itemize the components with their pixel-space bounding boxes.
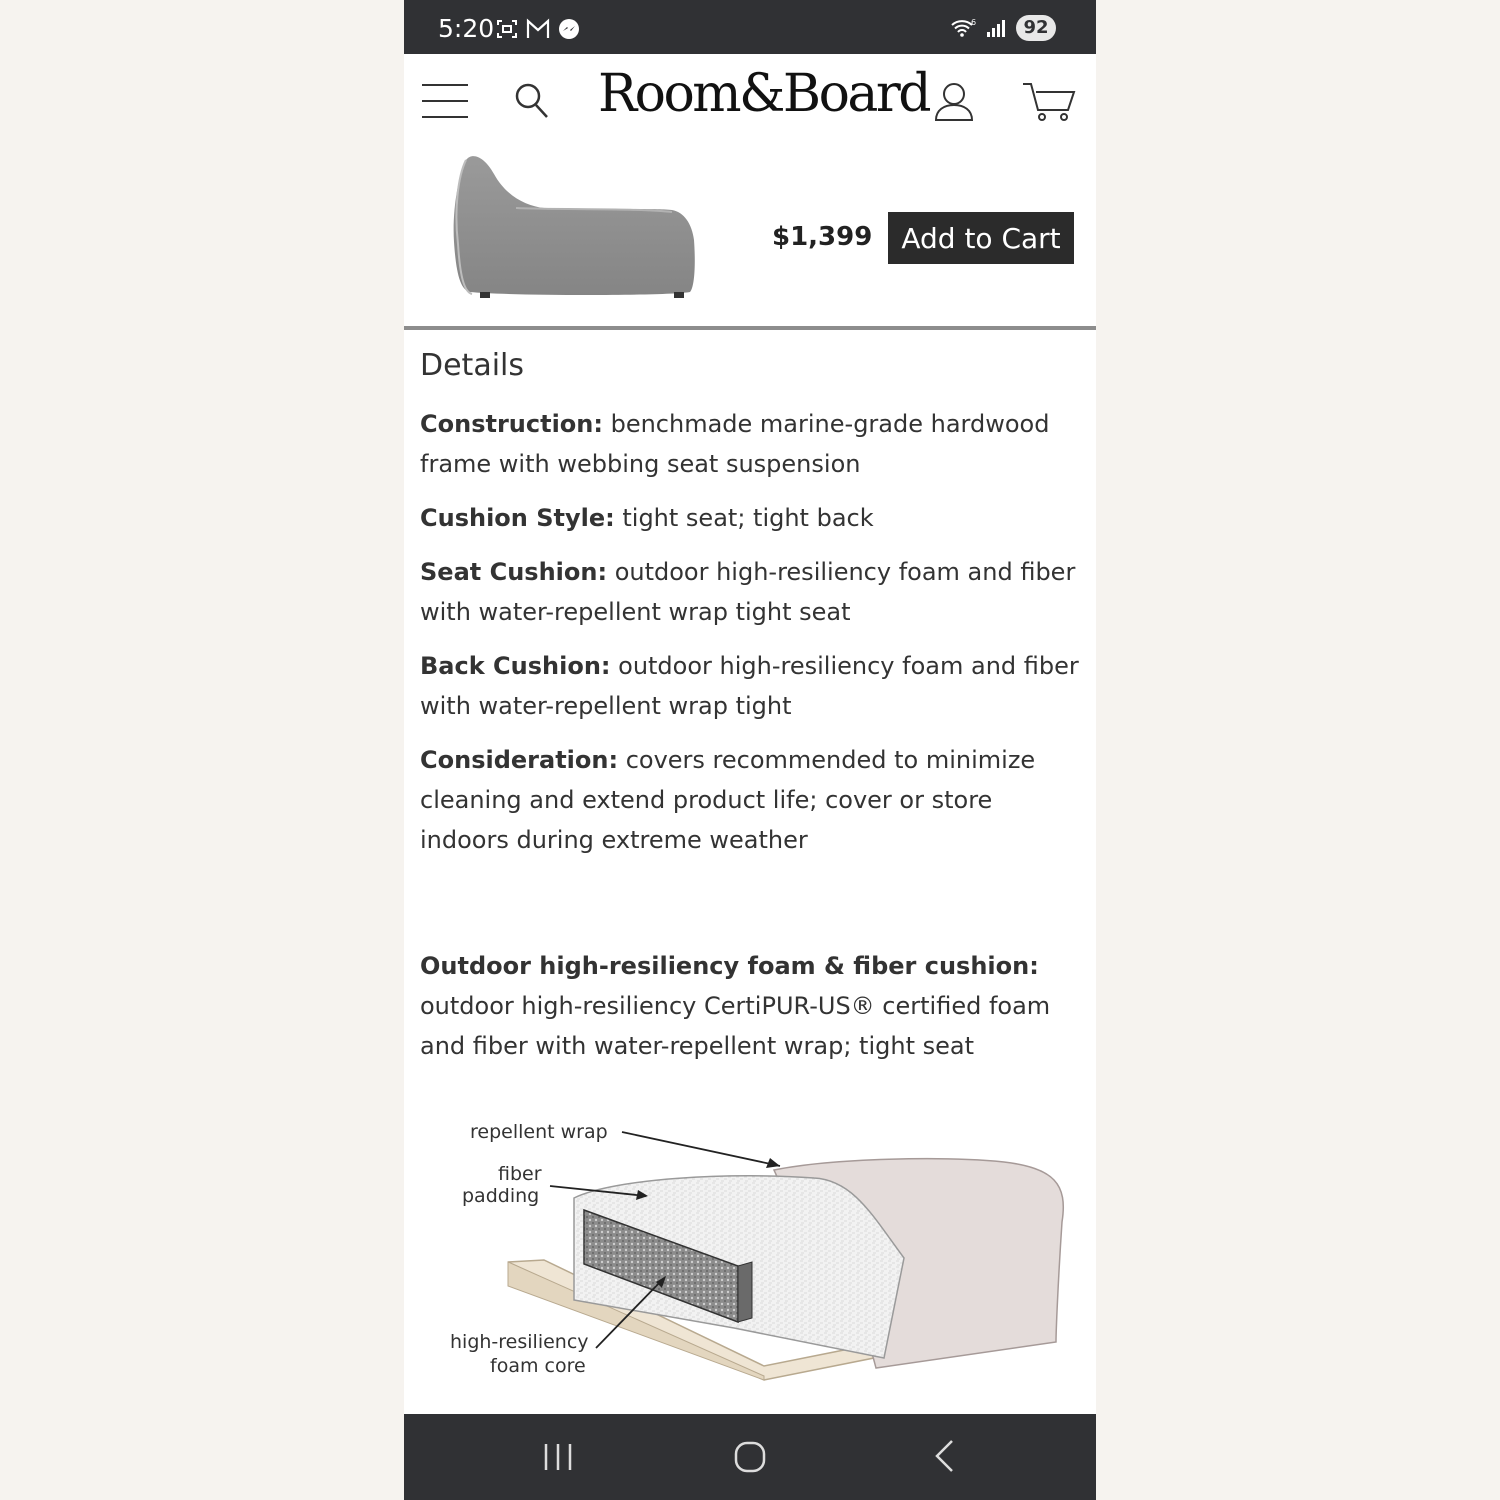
search-icon[interactable] — [514, 82, 550, 124]
label-high-resiliency: high-resiliency — [450, 1331, 589, 1353]
cushion-description — [420, 946, 1080, 1066]
gmail-icon — [526, 18, 550, 44]
label-repellent-wrap: repellent wrap — [470, 1121, 608, 1143]
product-price: $1,399 — [772, 222, 873, 252]
detail-label: Cushion Style: — [420, 504, 615, 532]
detail-back-cushion — [420, 646, 1080, 726]
label-foam-core: foam core — [490, 1355, 586, 1377]
home-icon[interactable] — [734, 1440, 768, 1478]
cushion-text: outdoor high-resiliency CertiPUR-US® certified foam and fiber with water-repellent wrap; tight seat — [420, 992, 1051, 1060]
phone-screen — [404, 0, 1096, 1500]
site-header — [404, 54, 1096, 150]
detail-label: Consideration: — [420, 746, 619, 774]
battery-indicator: 92 — [1016, 15, 1056, 41]
status-time: 5:20 — [438, 14, 495, 43]
add-to-cart-button[interactable]: Add to Cart — [888, 212, 1074, 264]
svg-text:6: 6 — [971, 18, 976, 27]
sticky-product-bar — [404, 150, 1096, 330]
detail-label: Seat Cushion: — [420, 558, 608, 586]
detail-label: Construction: — [420, 410, 603, 438]
detail-consideration — [420, 740, 1080, 860]
system-navigation-bar — [404, 1414, 1096, 1500]
back-icon[interactable] — [932, 1438, 958, 1478]
detail-text: outdoor high-resiliency foam and fiber with water-repellent wrap tight seat — [420, 558, 1076, 626]
detail-seat-cushion — [420, 552, 1080, 632]
brand-logo[interactable]: Room&Board — [598, 64, 930, 124]
detail-text: outdoor high-resiliency foam and fiber with water-repellent wrap tight — [420, 652, 1079, 720]
account-icon[interactable] — [934, 82, 974, 126]
wifi-icon — [950, 18, 976, 42]
label-padding: padding — [462, 1185, 540, 1207]
status-notification-icons — [496, 18, 580, 44]
label-fiber: fiber — [498, 1163, 542, 1185]
detail-text: covers recommended to minimize cleaning and extend product life; cover or store indoors during extreme weather — [420, 746, 1036, 854]
status-system-icons — [950, 18, 1056, 42]
signal-icon — [986, 18, 1006, 42]
product-thumbnail — [444, 150, 704, 314]
cushion-title: Outdoor high-resiliency foam & fiber cushion: — [420, 952, 1039, 980]
detail-text: benchmade marine-grade hardwood frame with webbing seat suspension — [420, 410, 1050, 478]
cart-icon[interactable] — [1022, 82, 1076, 126]
cushion-diagram — [444, 1110, 1074, 1390]
status-bar — [404, 0, 1096, 54]
menu-icon[interactable] — [422, 82, 468, 124]
detail-construction — [420, 404, 1080, 484]
messenger-icon — [558, 18, 580, 44]
detail-text: tight seat; tight back — [614, 504, 874, 532]
details-heading: Details — [420, 348, 525, 383]
details-section — [420, 346, 1080, 1080]
detail-cushion-style — [420, 498, 1080, 538]
detail-label: Back Cushion: — [420, 652, 611, 680]
screenshot-icon — [496, 18, 518, 44]
recent-apps-icon[interactable] — [542, 1440, 574, 1476]
